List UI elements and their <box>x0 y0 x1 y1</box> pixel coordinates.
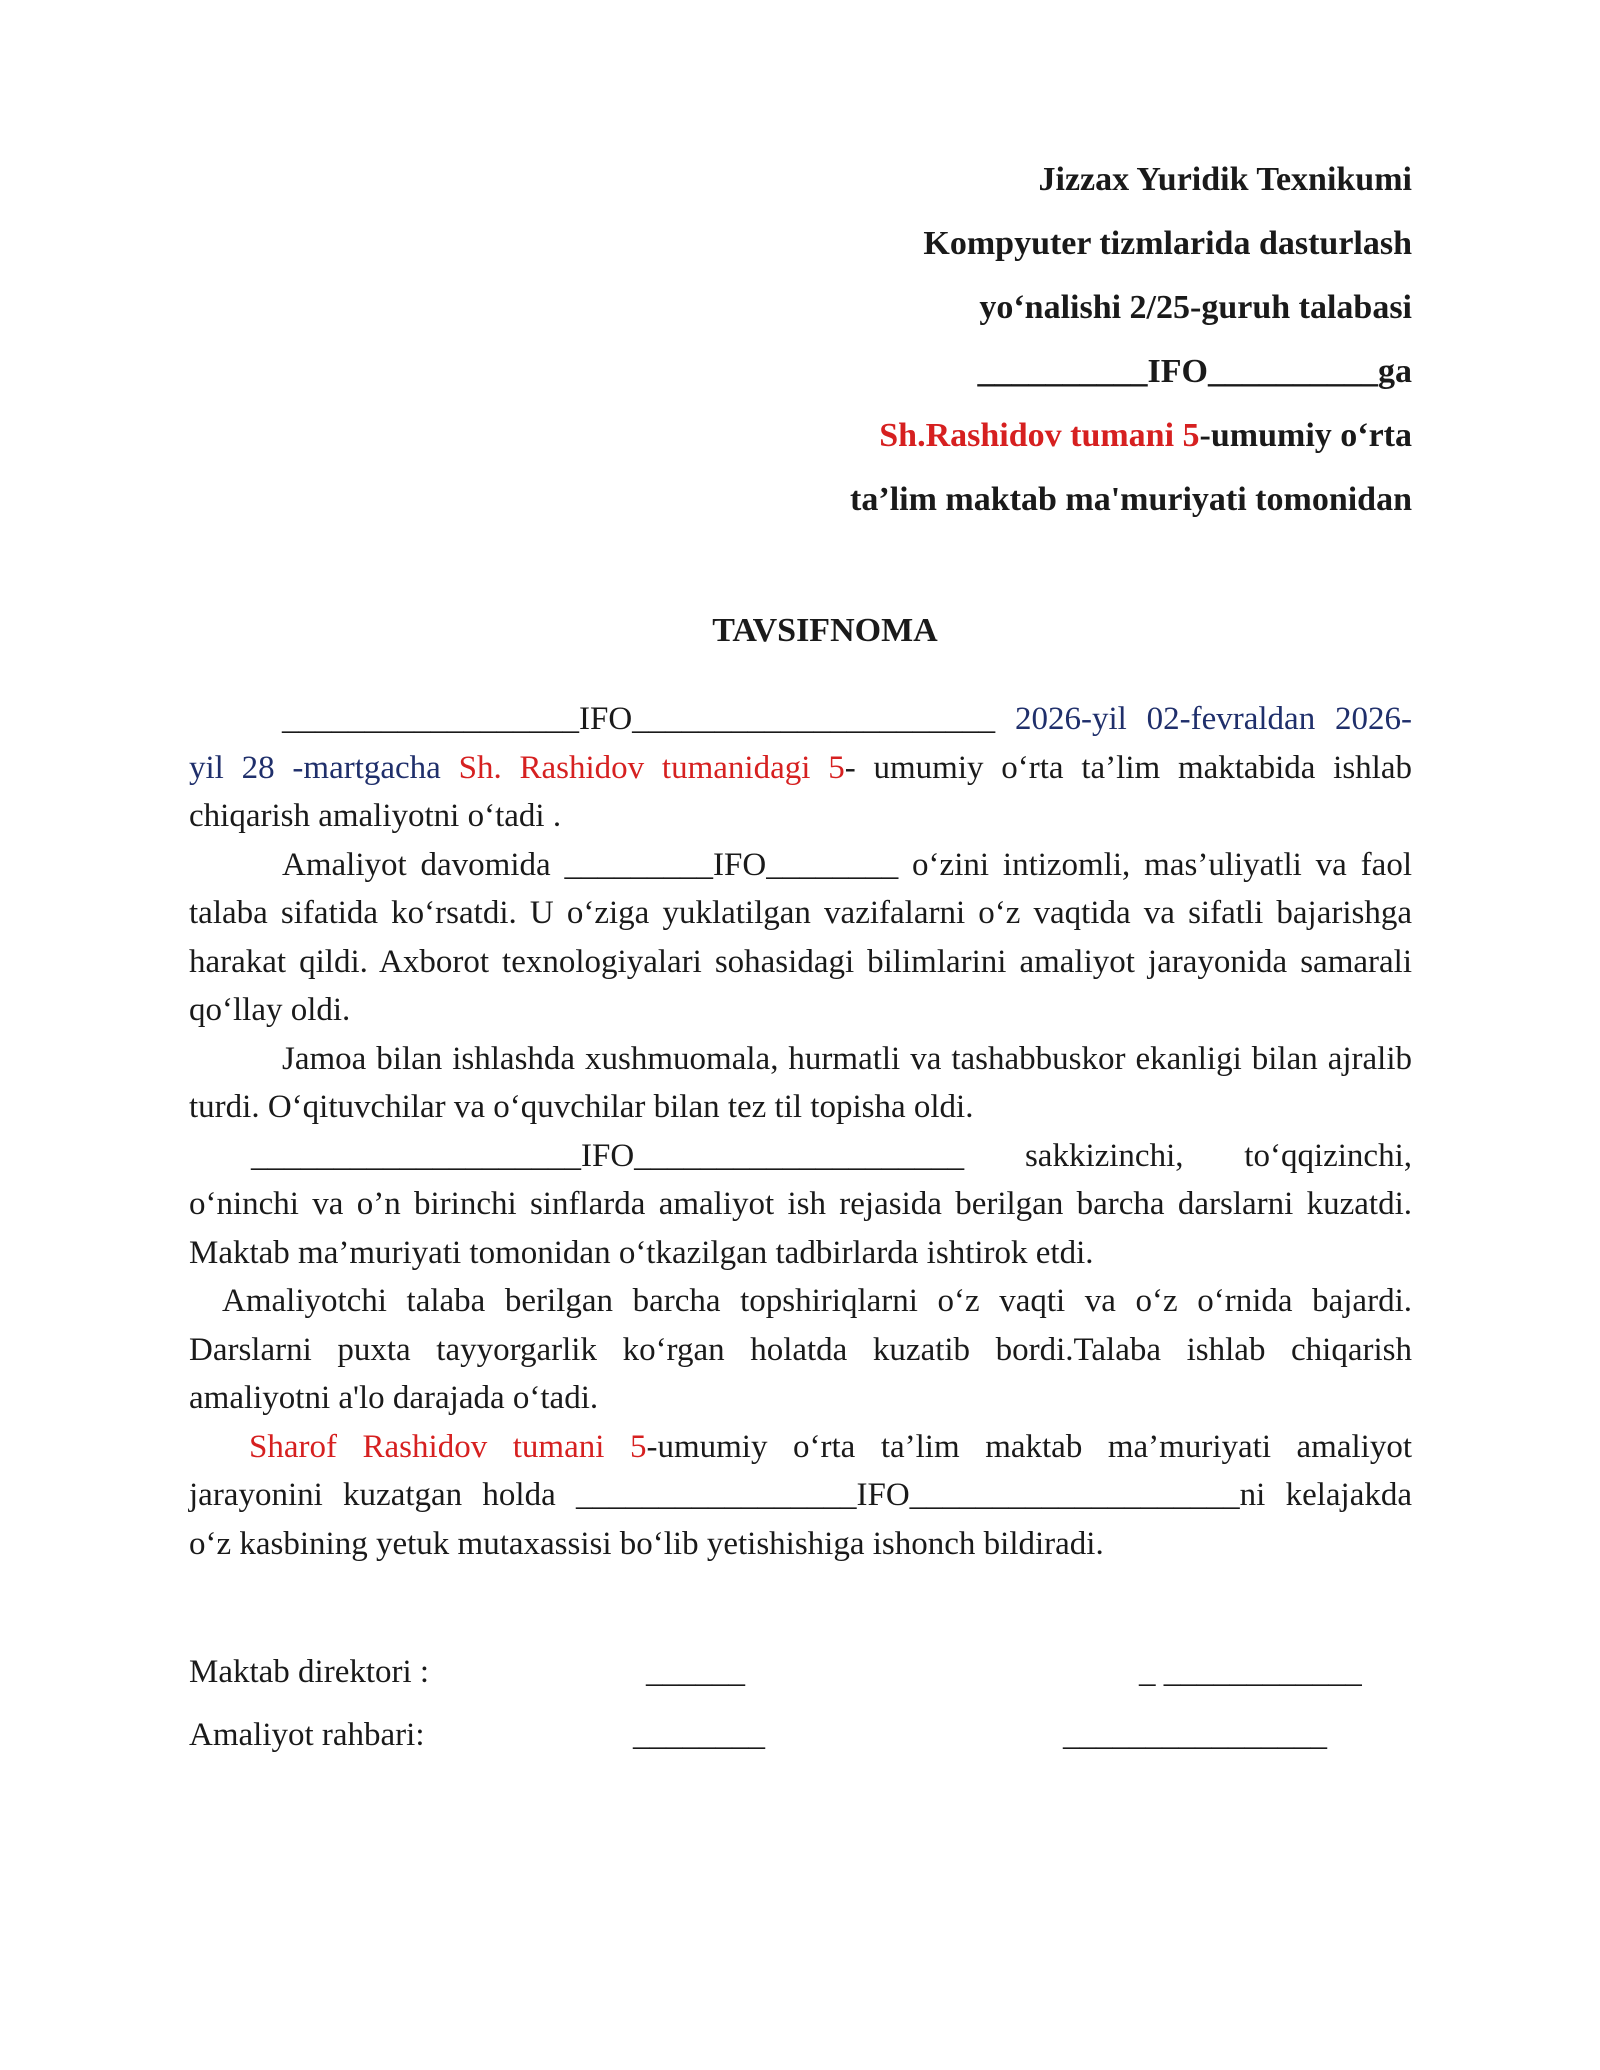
header-school-name: Sh.Rashidov tumani 5 <box>879 417 1200 454</box>
header-institution: Jizzax Yuridik Texnikumi <box>1038 161 1412 198</box>
header-specialty: Kompyuter tizmlarida dasturlash <box>923 225 1412 262</box>
p6-rest: -umumiy oʻrta ta’lim maktab ma’muriyati amaliyot jarayonini kuzatgan holda _________________IFO____________________ni kelajakda oʻz kasbining yetuk mutaxassisi boʻlib yetishishiga ishonch bildiradi. <box>189 1428 1412 1562</box>
header-administration: ta’lim maktab ma'muriyati tomonidan <box>850 481 1412 518</box>
p1-dates: 2026-yil 02-fevraldan 2026-yil 28 -martgacha <box>189 701 1412 786</box>
paragraph-1 <box>189 695 1412 841</box>
paragraph-2: Amaliyot davomida _________IFO________ oʻzini intizomli, mas’uliyatli va faol talaba sifatida koʻrsatdi. U oʻziga yuklatilgan vazifalarni oʻz vaqtida va sifatli bajarishga harakat qildi. Axborot texnologiyalari sohasidagi bilimlarini amaliyot jarayonida samarali qoʻllay oldi. <box>189 846 1412 1028</box>
p1-rest: - umumiy oʻrta ta’lim maktabida ishlab chiqarish amaliyotni oʻtadi . <box>189 749 1412 834</box>
paragraph-3: Jamoa bilan ishlashda xushmuomala, hurmatli va tashabbuskor ekanligi bilan ajralib turdi. Oʻqituvchilar va oʻquvchilar bilan tez til topisha oldi. <box>189 1040 1412 1125</box>
document-body <box>189 695 1412 1568</box>
supervisor-name-blank: ________________ <box>1063 1717 1327 1753</box>
p1-student-blank: __________________IFO______________________ <box>282 701 1015 737</box>
supervisor-signature-blank: ________ <box>633 1717 765 1753</box>
director-label: Maktab direktori : <box>189 1654 430 1690</box>
header-school-type: -umumiy oʻrta <box>1199 417 1412 454</box>
header-school <box>512 404 1412 468</box>
paragraph-4: ____________________IFO____________________ sakkizinchi, toʻqqizinchi, oʻninchi va o’n birinchi sinflarda amaliyot ish rejasida berilgan barcha darslarni kuzatdi. Maktab ma’muriyati tomonidan oʻtkazilgan tadbirlarda ishtirok etdi. <box>189 1137 1412 1271</box>
p1-school: Sh. Rashidov tumanidagi 5 <box>440 749 845 786</box>
header-group: yoʻnalishi 2/25-guruh talabasi <box>979 289 1412 326</box>
addressee-header <box>512 148 1412 532</box>
header-student-name: __________IFO__________ga <box>977 353 1412 390</box>
director-signature-blank: ______ <box>646 1654 745 1690</box>
paragraph-5: Amaliyotchi talaba berilgan barcha topshiriqlarni oʻz vaqti va oʻz oʻrnida bajardi. Darslarni puxta tayyorgarlik koʻrgan holatda kuzatib bordi.Talaba ishlab chiqarish amaliyotni a'lo darajada oʻtadi. <box>189 1283 1412 1416</box>
paragraph-6 <box>189 1423 1412 1569</box>
director-name-blank: _ ____________ <box>1139 1654 1362 1690</box>
document-title: TAVSIFNOMA <box>712 612 938 649</box>
supervisor-label: Amaliyot rahbari: <box>189 1717 425 1753</box>
p6-school: Sharof Rashidov tumani 5 <box>249 1428 647 1465</box>
